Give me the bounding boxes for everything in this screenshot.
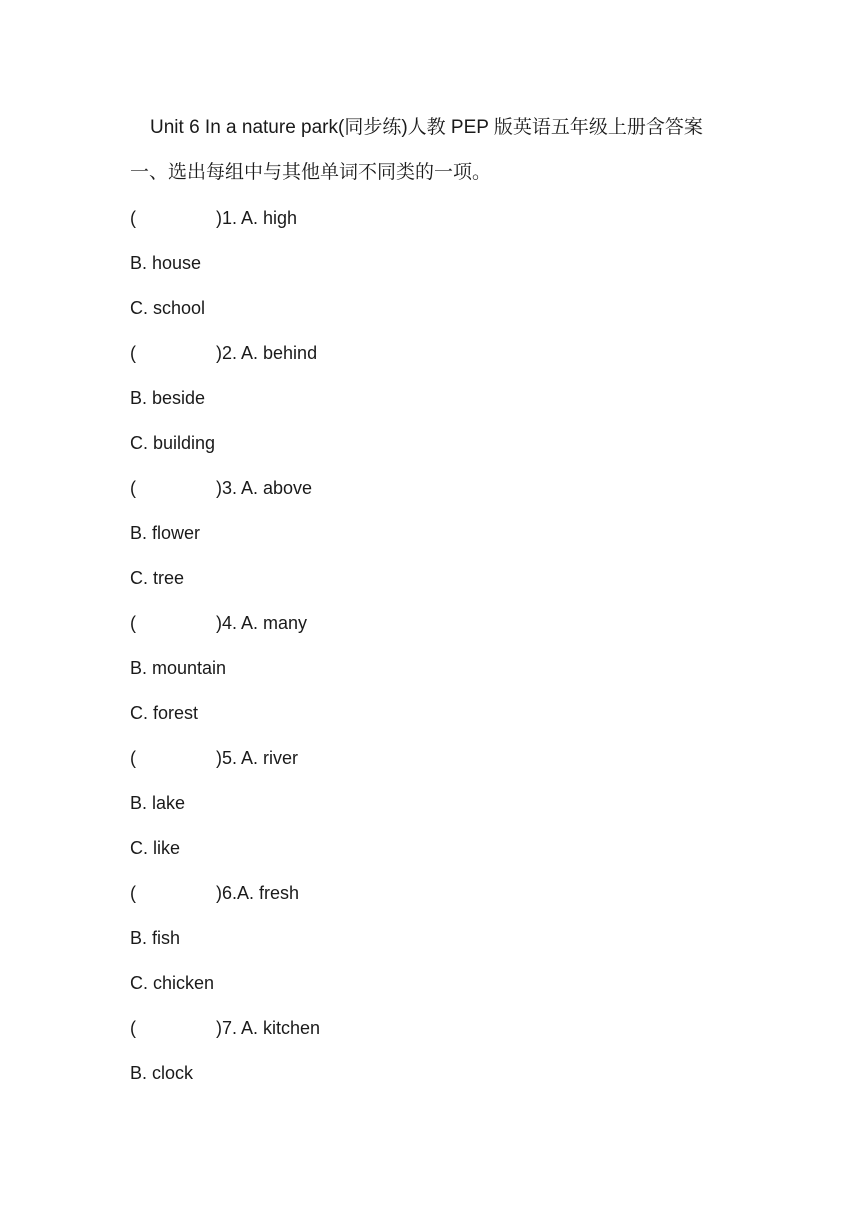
question-2-stem <box>130 339 730 384</box>
answer-blank: ( <box>130 883 136 903</box>
question-7-stem <box>130 1014 730 1059</box>
option-a: )1. A. high <box>216 208 298 228</box>
answer-blank: ( <box>130 343 136 363</box>
answer-blank: ( <box>130 613 136 633</box>
option-a: )6.A. fresh <box>216 883 300 903</box>
option-a: )3. A. above <box>216 478 313 498</box>
answer-blank: ( <box>130 208 136 228</box>
option-a: )2. A. behind <box>216 343 318 363</box>
answer-blank: ( <box>130 748 136 768</box>
question-3-option-c: C. tree <box>130 568 185 588</box>
question-5-stem <box>130 744 730 789</box>
question-4-option-b: B. mountain <box>130 658 227 678</box>
document-title: Unit 6 In a nature park(同步练)人教 PEP 版英语五年级上册含答案 <box>150 117 703 138</box>
question-1-option-b: B. house <box>130 253 202 273</box>
question-list <box>130 204 730 1104</box>
question-4-option-c: C. forest <box>130 703 199 723</box>
answer-blank: ( <box>130 478 136 498</box>
option-a: )5. A. river <box>216 748 299 768</box>
question-6-option-c: C. chicken <box>130 973 215 993</box>
question-3-stem <box>130 474 730 519</box>
question-5-option-b: B. lake <box>130 793 186 813</box>
question-1-option-c: C. school <box>130 298 206 318</box>
question-7-option-b: B. clock <box>130 1063 194 1083</box>
question-3-option-b: B. flower <box>130 523 201 543</box>
section-heading: 一、选出每组中与其他单词不同类的一项。 <box>130 161 492 183</box>
option-a: )4. A. many <box>216 613 308 633</box>
option-a: )7. A. kitchen <box>216 1018 321 1038</box>
question-4-stem <box>130 609 730 654</box>
answer-blank: ( <box>130 1018 136 1038</box>
question-1-stem <box>130 204 730 249</box>
question-2-option-c: C. building <box>130 433 216 453</box>
question-5-option-c: C. like <box>130 838 181 858</box>
question-2-option-b: B. beside <box>130 388 206 408</box>
question-6-option-b: B. fish <box>130 928 181 948</box>
question-6-stem <box>130 879 730 924</box>
